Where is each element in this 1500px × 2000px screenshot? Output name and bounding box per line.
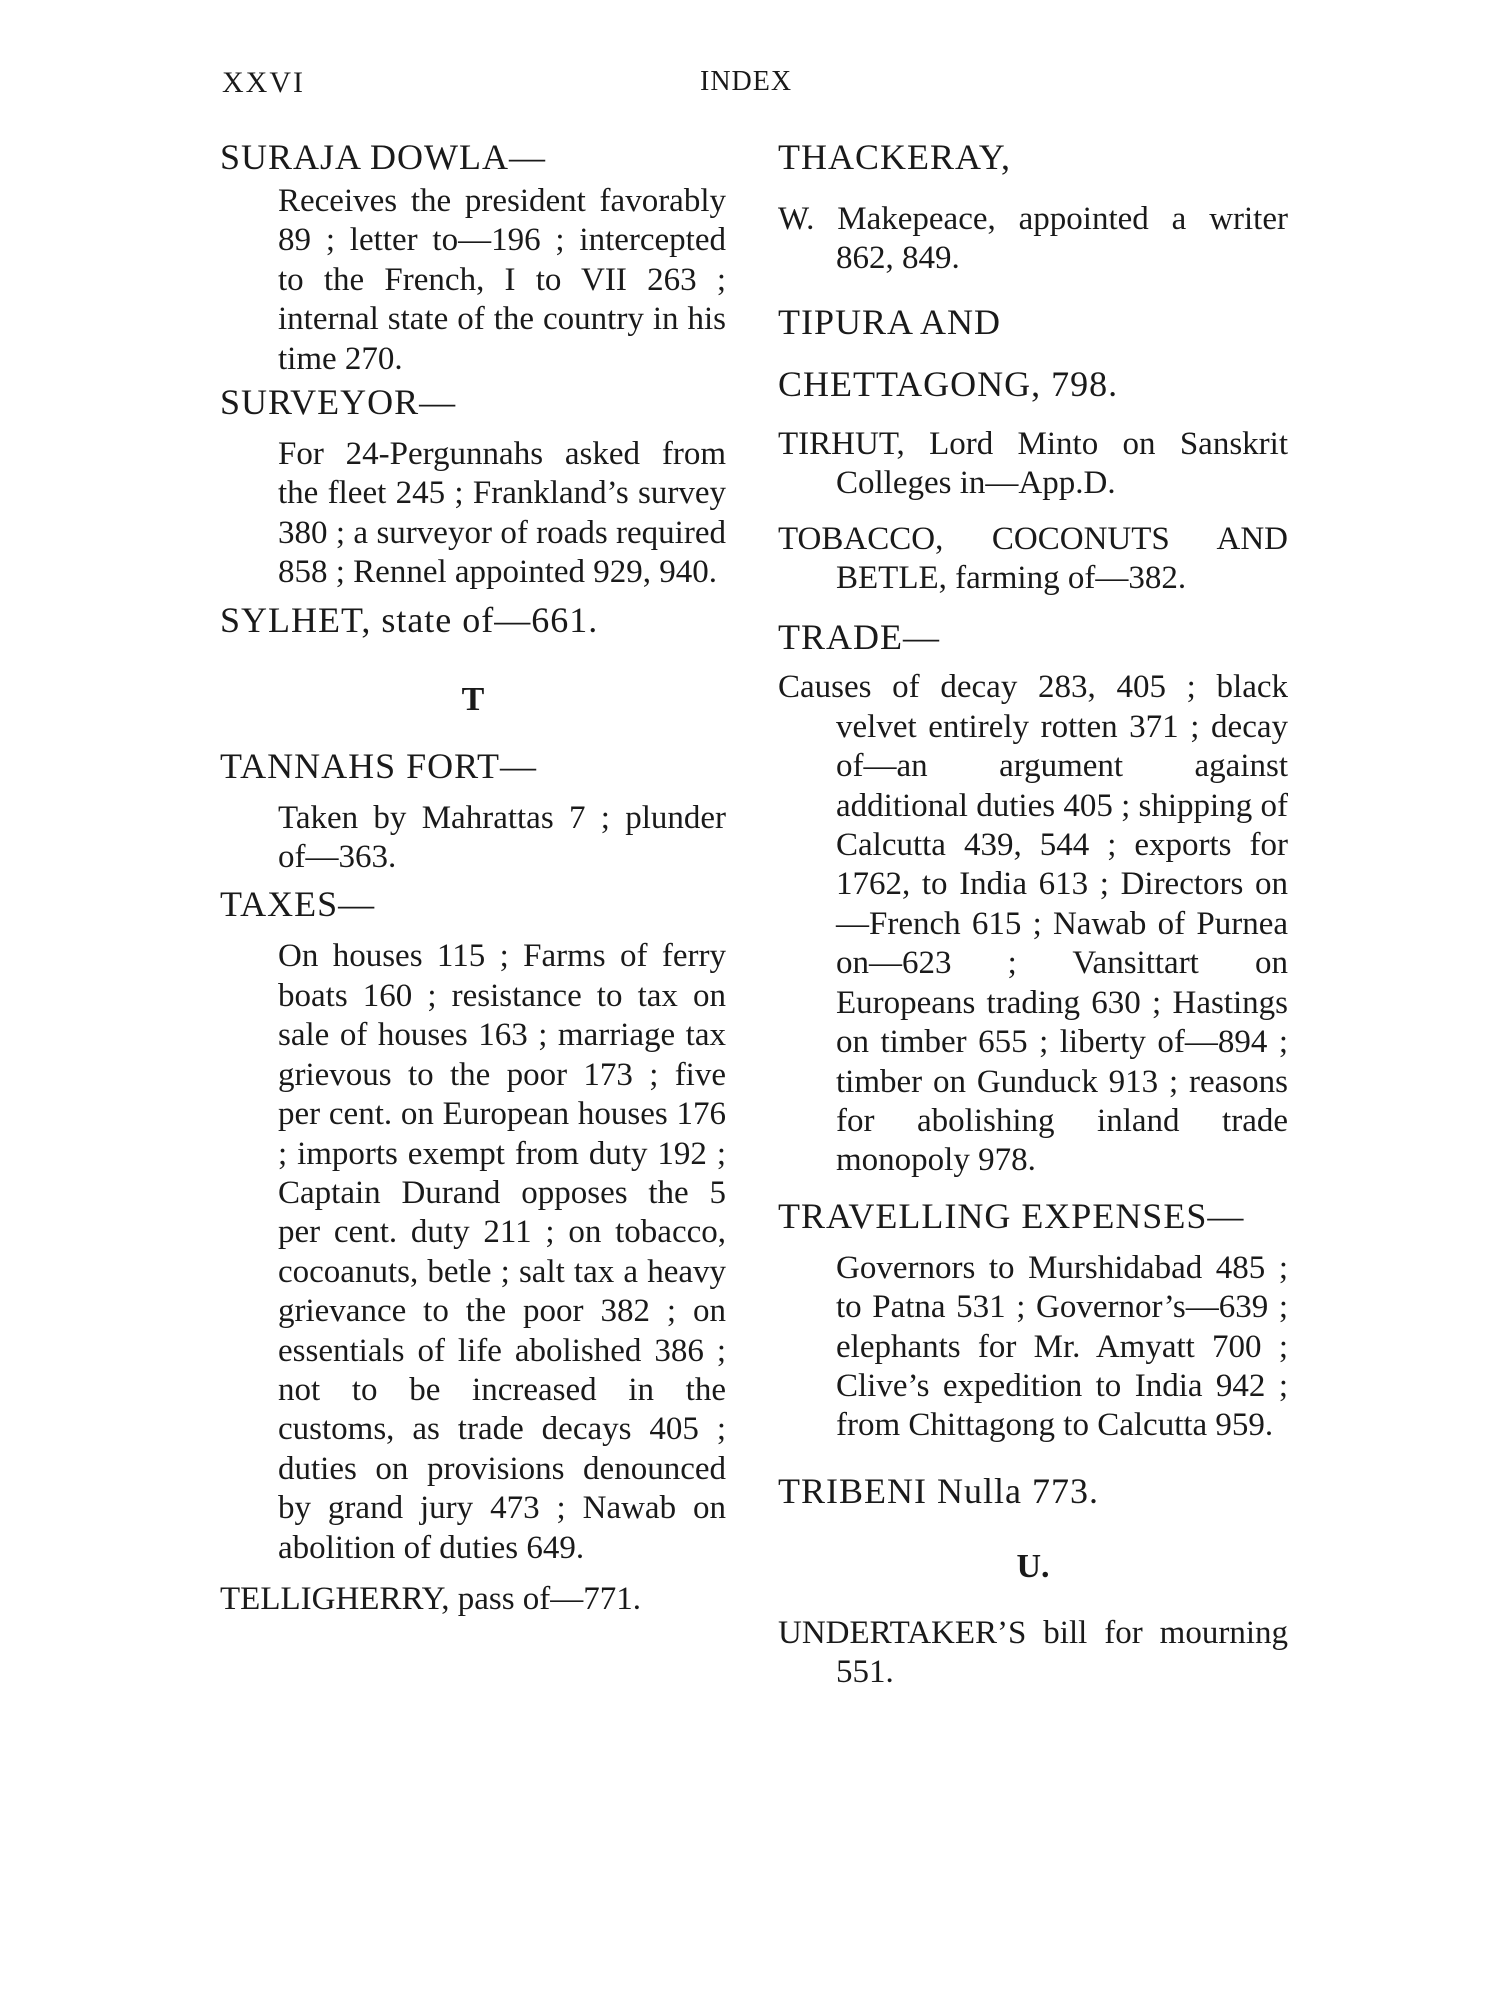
index-entry-tannahs-fort: [220, 745, 726, 878]
index-entry-surveyor: [220, 381, 726, 593]
index-entry-travelling-expenses: [778, 1195, 1288, 1446]
entry-text: Taken by Mahrattas 7 ; plunder of—363.: [278, 799, 726, 876]
entry-text: For 24-Pergunnahs asked from the fleet 245 ; Frankland’s survey 380 ; a surveyor of roads required 858 ; Rennel appointed 929, 940.: [278, 436, 726, 591]
entry-heading: SURAJA DOWLA—: [220, 137, 547, 177]
page-number: XXVI: [222, 66, 305, 99]
index-entry-tribeni: TRIBENI Nulla 773.: [778, 1470, 1099, 1511]
index-entry-chettagong: CHETTAGONG, 798.: [778, 363, 1119, 404]
entry-heading: THACKERAY,: [778, 137, 1012, 177]
index-entry-undertaker: UNDERTAKER’S bill for mourning 551.: [778, 1614, 1288, 1691]
index-entry-taxes: [220, 883, 726, 1568]
index-entry-tobacco: TOBACCO, COCONUTS AND BETLE, farming of—382.: [778, 520, 1288, 597]
entry-text: Causes of decay 283, 405 ; black velvet entirely rotten 371 ; decay of—an argument against additional duties 405 ; shipping of Calcutta 439, 544 ; exports for 1762, to India 613 ; Directors on—French 615 ; Nawab of Purnea on—623 ; Vansittart on Europeans trading 630 ; Hastings on timber 655 ; liberty of—894 ; timber on Gunduck 913 ; reasons for abolishing inland trade monopoly 978.: [778, 669, 1288, 1179]
index-entry-tipura: TIPURA AND: [778, 301, 1002, 342]
left-column: [220, 136, 726, 1619]
entry-heading: TRAVELLING EXPENSES—: [778, 1195, 1245, 1236]
entry-text: Receives the president favorably 89 ; letter to—196 ; intercepted to the French, I to VII 263 ; internal state of the country in his time 270.: [278, 183, 726, 377]
index-entry-tirhut: TIRHUT, Lord Minto on Sanskrit Colleges in—App.D.: [778, 425, 1288, 502]
entry-heading: SURVEYOR—: [220, 382, 457, 423]
entry-text: On houses 115 ; Farms of ferry boats 160 ; resistance to tax on sale of houses 163 ; marriage tax grievous to the poor 173 ; five per cent. on European houses 176 ; imports exempt from duty 192 ; Captain Durand opposes the 5 per cent. duty 211 ; on tobacco, cocoanuts, betle ; salt tax a heavy grievance to the poor 382 ; on essentials of life abolished 386 ; not to be increased in the customs, as trade decays 405 ; duties on provisions denounced by grand jury 473 ; Nawab on abolition of duties 649.: [278, 938, 726, 1566]
right-column: [778, 136, 1288, 1693]
entry-heading: TRADE—: [778, 617, 940, 658]
section-letter-u: U.: [1016, 1547, 1050, 1585]
section-letter-t: T: [461, 680, 485, 718]
index-entry-sylhet: SYLHET, state of—661.: [220, 599, 599, 640]
index-entry-thackeray: [778, 136, 1288, 279]
entry-text: W. Makepeace, appointed a writer 862, 849.: [778, 201, 1288, 277]
entry-heading: TANNAHS FORT—: [220, 745, 537, 786]
index-entry-trade: [778, 616, 1288, 1180]
index-entry-suraja-dowla: [220, 136, 726, 379]
page-title: INDEX: [700, 66, 793, 97]
entry-heading: TAXES—: [220, 884, 376, 925]
index-entry-telligherry: TELLIGHERRY, pass of—771.: [220, 1580, 642, 1617]
entry-text: Governors to Murshidabad 485 ; to Patna 531 ; Governor’s—639 ; elephants for Mr. Amyatt 700 ; Clive’s expedition to India 942 ; from Chittagong to Calcutta 959.: [836, 1249, 1288, 1444]
